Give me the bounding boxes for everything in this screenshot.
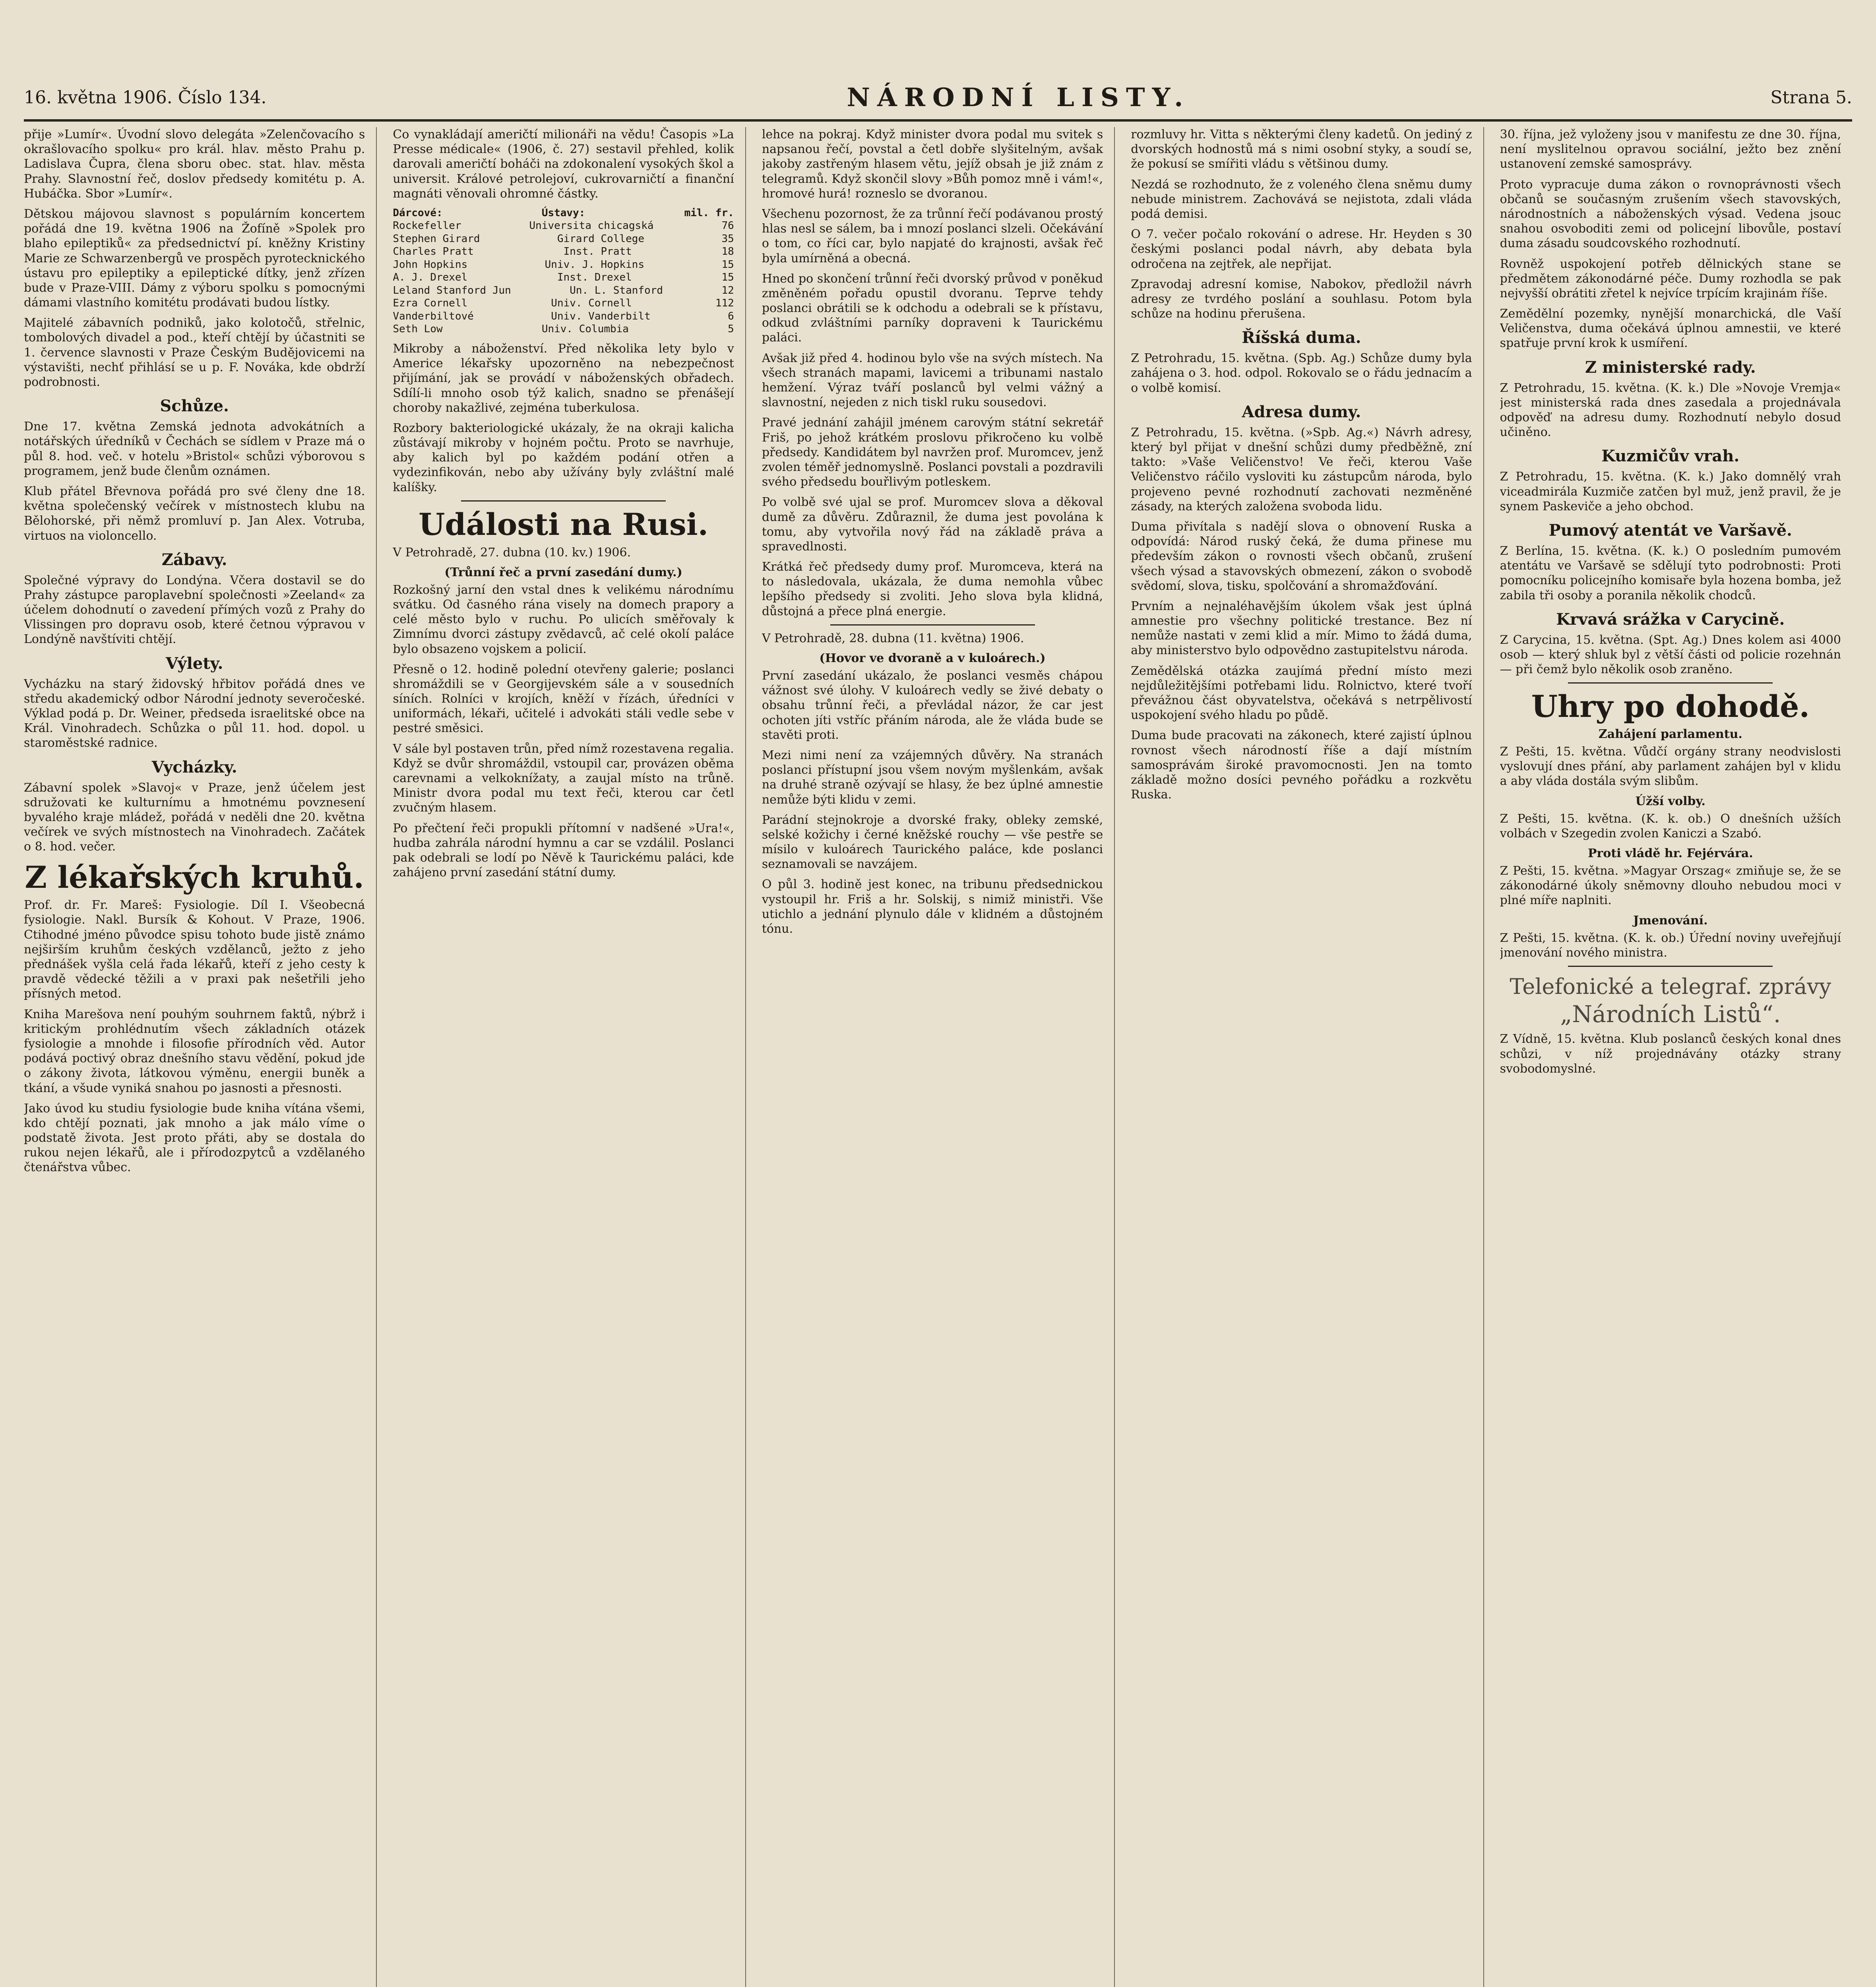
subheading: Proti vládě hr. Fejérvára. <box>1588 846 1753 860</box>
paragraph: Prvním a nejnaléhavějším úkolem však jest úplná amnestie pro všechny politické trestance. Bez ní nemůže nastati v zemi klid a mír. Mimo to žádá duma, aby ministerstvo bylo odpovědno zastupitelstvu národa. <box>1131 599 1472 658</box>
heading-zabavy: Zábavy. <box>161 550 227 569</box>
divider <box>1568 682 1773 684</box>
paragraph: Zpravodaj adresní komise, Nabokov, předložil návrh adresy ze tvrdého poslání a souhlasu. Potom byla schůze na hodinu přerušena. <box>1131 277 1472 321</box>
divider <box>830 624 1035 626</box>
column-4 <box>1131 127 1484 1987</box>
paragraph: O 7. večer počalo rokování o adrese. Hr. Heyden s 30 českými poslanci podal návrh, aby debata byla odročena na zejtřek, ale nepřijat. <box>1131 227 1472 271</box>
paragraph: Majitelé zábavních podniků, jako kolotočů, střelnic, tombolových divadel a pod., kteří chtějí by účastniti se 1. července slavnosti v Praze Českým Budějovicemi na výstavišti, nechť přihlásí se u p. F. Nováka, kde obdrží podrobnosti. <box>24 316 365 389</box>
heading-schuze: Schůze. <box>160 397 229 416</box>
telegraph-subtitle: „Národních Listů“. <box>1560 1001 1781 1028</box>
paragraph: Duma bude pracovati na zákonech, které zajistí úplnou rovnost všech národností říše a dají místním samosprávám široké pravomocnosti. Jen na tomto základě možno dosíci pevného pořádku a rozkvětu Ruska. <box>1131 728 1472 802</box>
paragraph: Parádní stejnokroje a dvorské fraky, obleky zemské, selské kožichy i černé kněžské rouchy — vše pestře se mísilo v kuloárech Taurického paláce, kde poslanci seznamovali se navzájem. <box>762 813 1103 871</box>
table-row: A. J. Drexel Inst. Drexel 15 <box>393 271 734 284</box>
paragraph: Z Petrohradu, 15. května. (»Spb. Ag.«) Návrh adresy, který byl přijat v dnešní schůzi dumy předběžně, zní takto: »Vaše Veličenstvo! Ve řeči, kterou Vaše Veličenstvo ráčilo vysloviti ku zástupcům národa, bylo projeveno pevné rozhodnutí zachovati nezměněné zásady, na kterých založena svoboda lidu. <box>1131 425 1472 513</box>
paragraph: Z Berlína, 15. května. (K. k.) O posledním pumovém atentátu ve Varšavě se sdělují tyto podrobnosti: Proti pomocníku policejního komisaře byla hozena bomba, jež zabila tři osoby a poranila několik chodců. <box>1500 544 1841 602</box>
subheading: Zahájení parlamentu. <box>1598 727 1742 742</box>
donors-table <box>393 207 734 336</box>
masthead-title: NÁRODNÍ LISTY. <box>847 82 1190 112</box>
masthead-rule <box>24 119 1852 122</box>
heading-ministr: Z ministerské rady. <box>1585 358 1756 377</box>
table-row: Ezra Cornell Univ. Cornell 112 <box>393 297 734 310</box>
paragraph: Dne 17. května Zemská jednota advokátních a notářských úředníků v Čechách se sídlem v Praze má o půl 8. hod. več. v hotelu »Bristol« schůzi výborovou s programem, jenž bude členům oznámen. <box>24 420 365 478</box>
column-5 <box>1500 127 1852 1987</box>
paragraph: Zemědělská otázka zaujímá přední místo mezi nejdůležitějšími potřebami lidu. Rolnictvo, které tvoří převážnou část obyvatelstva, očekává s netrpělivostí uspokojení svého hladu po půdě. <box>1131 664 1472 722</box>
section-title-lekarske: Z lékařských kruhů. <box>25 859 364 895</box>
paragraph: Rozkošný jarní den vstal dnes k velikému národnímu svátku. Od časného rána visely na domech prapory a celé město bylo v ruchu. Po ulicích směřovaly k Zimnímu dvorci zástupy zvědavců, ač celé okolí paláce bylo obsazeno vojskem a policií. <box>393 583 734 656</box>
heading-srazka: Krvavá srážka v Carycině. <box>1556 610 1785 629</box>
paragraph: Rovněž uspokojení potřeb dělnických stane se předmětem zákonodárné péče. Dumy rozhodla se pak nejvyšší obrátiti zřetel k nejvíce trpícím krajinám říše. <box>1500 257 1841 300</box>
paragraph: Z Petrohradu, 15. května. (K. k.) Jako domnělý vrah viceadmirála Kuzmiče zatčen byl muž, jenž pravil, že je synem Paskeviče a jeho obchod. <box>1500 470 1841 513</box>
paragraph: Z Pešti, 15. května. (K. k. ob.) O dnešních užších volbách v Szegedin zvolen Kaniczi a Szabó. <box>1500 811 1841 841</box>
subheading: Jmenování. <box>1633 913 1708 928</box>
paragraph: přije »Lumír«. Úvodní slovo delegáta »Zelenčovacího s okrašlovacího spolku« pro král. hlav. město Prahu p. Ladislava Čupra, člena sboru obec. stat. hlav. města Prahy. Slavnostní řeč, doslov předsedy komitétu p. A. Hubáčka. Sbor »Lumír«. <box>24 128 365 201</box>
paragraph: Proto vypracuje duma zákon o rovnoprávnosti všech občanů se současným zrušením všech stavovských, národnostních a náboženských výsad. Vedena jsouc snahou osvoboditi zemi od policejní libovůle, postaví duma zásadu soudcovského rozhodnutí. <box>1500 177 1841 251</box>
divider <box>1568 966 1773 967</box>
heading-vylety: Výlety. <box>166 654 223 673</box>
paragraph: První zasedání ukázalo, že poslanci vesměs chápou vážnost své úlohy. V kuloárech vedly se živé debaty o obsahu trůnní řeči, a převládal názor, že car jest ochoten jíti vstříc přáním národa, ale že vláda bude se stavěti proti. <box>762 669 1103 742</box>
paragraph: Dětskou májovou slavnost s populárním koncertem pořádá dne 19. května 1906 na Žofíně »Spolek pro blaho epileptiků« za předsednictví pí. kněžny Kristiny Marie ze Schwarzenbergů ve prospěch pyrotecknického ústavu pro epileptiky a epileptické dítky, jenž zřízen bude v Praze-VIII. Dámy z výboru spolku s pomocnými dámami vlastního komitétu prodávati budou lístky. <box>24 207 365 310</box>
table-row: Charles Pratt Inst. Pratt 18 <box>393 246 734 258</box>
column-1 <box>24 127 377 1987</box>
paragraph: Krátká řeč předsedy dumy prof. Muromceva, která na to následovala, ukázala, že duma nemohla vůbec lepšího předsedy si zvoliti. Jeho slova byla klidná, důstojná a přece plná energie. <box>762 560 1103 618</box>
subheading: Úžší volby. <box>1635 794 1705 808</box>
subheading: (Hovor ve dvoraně a v kuloárech.) <box>819 651 1046 665</box>
dateline: V Petrohradě, 28. dubna (11. května) 1906. <box>762 631 1024 645</box>
table-row: Vanderbiltové Univ. Vanderbilt 6 <box>393 310 734 322</box>
paragraph: Kniha Marešova není pouhým souhrnem faktů, nýbrž i kritickým prohlédnutím všech základních otázek fysiologie a mnohde i filosofie přírodních věd. Autor podává poctivý obraz dnešního stavu vědění, pokud jde o zákony života, látkovou výměnu, energii buněk a tkání, a všude vyniká snahou po jasnosti a přesnosti. <box>24 1007 365 1095</box>
paragraph: Vycházku na starý židovský hřbitov pořádá dnes ve středu akademický odbor Národní jednoty severočeské. Výklad podá p. Dr. Weiner, předseda israelitské obce na Král. Vinohradech. Schůzka o půl 11. hod. dopol. u staroměstské radnice. <box>24 677 365 750</box>
heading-kuzmic: Kuzmičův vrah. <box>1601 447 1740 466</box>
table-row: Seth Low Univ. Columbia 5 <box>393 323 734 335</box>
paragraph: Z Petrohradu, 15. května. (Spb. Ag.) Schůze dumy byla zahájena o 3. hod. odpol. Rokovalo se o řádu jednacím a o volbě komisí. <box>1131 351 1472 395</box>
paragraph: Z Pešti, 15. května. »Magyar Orszag« zmiňuje se, že se zákonodárné úkoly sněmovny dlouho nebudou moci v plné míře naplniti. <box>1500 864 1841 908</box>
paragraph: Zábavní spolek »Slavoj« v Praze, jenž účelem jest sdružovati ke kulturnímu a hmotnému povznesení byvalého kraje mládež, pořádá v neděli dne 20. května večírek ve svých místnostech na Vinohradech. Začátek o 8. hod. večer. <box>24 780 365 854</box>
paragraph: Prof. dr. Fr. Mareš: Fysiologie. Díl I. Všeobecná fysiologie. Nakl. Bursík & Kohout. V Praze, 1906. Ctihodné jméno původce spisu tohoto bude jistě známo nejširším kruhům českých vzdělanců, ježto z jeho přednášek vyšla celá řada lékařů, kteří z jeho cesty k pravdě vědecké těžili a v praxi pak nešetřili jeho přísných metod. <box>24 898 365 1001</box>
paragraph: Mikroby a náboženství. Před několika lety bylo v Americe lékařsky upozorněno na nebezpečnost přijímání, jak se provádí v náboženských obřadech. Sdílí-li mnoho osob týž kalich, snadno se přenášejí choroby nakažlivé, zejména tuberkulosa. <box>393 341 734 415</box>
table-row: Leland Stanford Jun Un. L. Stanford 12 <box>393 284 734 296</box>
dateline: V Petrohradě, 27. dubna (10. kv.) 1906. <box>393 545 631 560</box>
paragraph: Z Vídně, 15. května. Klub poslanců českých konal dnes schůzi, v níž projednávány otázky strany svobodomyslné. <box>1500 1032 1841 1076</box>
columns <box>24 127 1852 1987</box>
paragraph: Co vynakládají američtí milionáři na vědu! Časopis »La Presse médicale« (1906, č. 27) sestavil přehled, kolik darovali američtí boháči na zdokonalení vysokých škol a universit. Králové petrolejoví, cukrovarničtí a finanční magnáti věnovali ohromné částky. <box>393 128 734 201</box>
paragraph: Mezi nimi není za vzájemných důvěry. Na stranách poslanci přístupní jsou všem novým myšlenkám, avšak na druhé straně ozývají se hlasy, že bez úplné amnestie nemůže býti klidu v zemi. <box>762 748 1103 807</box>
paragraph: V sále byl postaven trůn, před nímž rozestavena regalia. Když se dvůr shromáždil, vstoupil car, provázen oběma carevnami a velkoknížaty, a zaujal místo na trůně. Ministr dvora podal mu text řeči, kterou car četl zvučným hlasem. <box>393 742 734 815</box>
table-row: John Hopkins Univ. J. Hopkins 15 <box>393 258 734 271</box>
paragraph: Všechenu pozornost, že za trůnní řečí podávanou prostý hlas nesl se sálem, ba i mnozí poslanci slzeli. Očekávání o tom, co říci car, bylo napjaté do krajnosti, avšak řeč byla umírněná a obecná. <box>762 207 1103 265</box>
heading-atentat: Pumový atentát ve Varšavě. <box>1548 521 1792 540</box>
heading-adresa: Adresa dumy. <box>1242 402 1361 421</box>
table-header: Dárcové: Ústavy: mil. fr. <box>393 207 734 219</box>
paragraph: Pravé jednání zahájil jménem carovým státní sekretář Friš, po jehož krátkém proslovu přikročeno ku volbě předsedy. Kandidátem byl navržen prof. Muromcev, jenž zvolen téměř jednomyslně. Poslanci povstali a pozdravili svého předsedu bouřlivým potleskem. <box>762 416 1103 489</box>
paragraph: Přesně o 12. hodině polední otevřeny galerie; poslanci shromáždili se v Georgijevském sále a v sousedních síních. Rolníci v krojích, kněží v řízách, úředníci v uniformách, lékaři, učitelé i advokáti stáli vedle sebe v pestré směsici. <box>393 662 734 736</box>
paragraph: Z Carycina, 15. května. (Spt. Ag.) Dnes kolem asi 4000 osob — který shluk byl z větší části od policie rozehnán — při čemž bylo několik osob zraněno. <box>1500 633 1841 677</box>
paragraph: Po volbě své ujal se prof. Muromcev slova a děkoval dumě za důvěru. Zdůraznil, že duma jest povolána k tomu, aby vytvořila nový řád na základě práva a spravedlnosti. <box>762 495 1103 554</box>
paragraph: Zemědělní pozemky, nynější monarchická, dle Vaší Veličenstva, duma očekává úplnou amnestii, ve které spatřuje první krok k usmíření. <box>1500 307 1841 351</box>
paragraph: rozmluvy hr. Vitta s některými členy kadetů. On jediný z dvorských hodnostů má s nimi osobní styky, a soudí se, že pokusí se smířiti vládu s většinou dumy. <box>1131 128 1472 171</box>
paragraph: Nezdá se rozhodnuto, že z voleného člena sněmu dumy nebude ministrem. Zachovává se nejistota, zdali vláda podá demisi. <box>1131 177 1472 221</box>
table-row: Rockefeller Universita chicagská 76 <box>393 220 734 232</box>
paragraph: Klub přátel Břevnova pořádá pro své členy dne 18. května společenský večírek v místnostech klubu na Bělohorské, při němž promluví p. Jan Alex. Votruba, virtuos na violoncello. <box>24 484 365 543</box>
paragraph: Hned po skončení trůnní řeči dvorský průvod v poněkud změněném pořadu opustil dvoranu. Teprve tehdy poslanci obrátili se k odchodu a odebrali se k přístavu, odkud zvláštními parníky dopraveni k Taurickému paláci. <box>762 271 1103 345</box>
paragraph: O půl 3. hodině jest konec, na tribunu předsednickou vystoupil hr. Friš a hr. Solskij, s nimiž ministři. Vše utichlo a jednání plynulo dále v klidném a důstojném tónu. <box>762 877 1103 936</box>
section-title-uhry: Uhry po dohodě. <box>1531 689 1810 724</box>
table-row: Stephen Girard Girard College 35 <box>393 232 734 245</box>
paragraph: lehce na pokraj. Když minister dvora podal mu svitek s napsanou řečí, povstal a četl dobře slyšitelným, avšak jakoby zastřeným hlasem větu, jejíž obsah je již znám z telegramů. Když skončil slovy »Bůh pomoz mně i vám!«, hromové hurá! rozneslo se dvoranou. <box>762 128 1103 201</box>
paragraph: Z Pešti, 15. května. Vůdčí orgány strany neodvislosti vyslovují dnes přání, aby parlament zahájen byl v klidu a aby vláda dostála svým slibům. <box>1500 745 1841 788</box>
masthead <box>24 79 1852 115</box>
paragraph: Společné výpravy do Londýna. Včera dostavil se do Prahy zástupce paroplavební společnosti »Zeeland« za účelem dohodnutí o zavedení přímých vozů z Prahy do Vlissingen pro dopravu osob, které četnou výpravou v Londýně navštíviti chtějí. <box>24 573 365 647</box>
paragraph: Rozbory bakteriologické ukázaly, že na okraji kalicha zůstávají mikroby v hojném počtu. Proto se navrhuje, aby kalich byl po každém podání otřen a vydezinfikován, nebo aby užívány byly zvláštní malé kalíšky. <box>393 421 734 494</box>
column-2 <box>393 127 746 1987</box>
heading-vychazky: Vycházky. <box>151 757 237 777</box>
section-title-rusi: Události na Rusi. <box>419 506 709 542</box>
masthead-page: Strana 5. <box>1770 87 1852 108</box>
paragraph: Duma přivítala s nadějí slova o obnovení Ruska a odpovídá: Národ ruský čeká, že duma přinese mu především zákon o rovnosti všech občanů, zrušení všech výsad a stavovských obmezení, zákon o svobodě svědomí, slova, tisku, spolčování a shromažďování. <box>1131 519 1472 593</box>
paragraph: Z Pešti, 15. května. (K. k. ob.) Úřední noviny uveřejňují jmenování nového ministra. <box>1500 931 1841 960</box>
column-3 <box>762 127 1115 1987</box>
subheading: (Trůnní řeč a první zasedání dumy.) <box>444 565 682 579</box>
divider <box>461 500 666 502</box>
paragraph: 30. října, jež vyloženy jsou v manifestu ze dne 30. října, není myslitelnou opravou sociální, ježto bez znění ustanovení zemské samosprávy. <box>1500 128 1841 171</box>
masthead-date: 16. května 1906. Číslo 134. <box>24 87 267 108</box>
telegraph-title: Telefonické a telegraf. zprávy <box>1510 974 1831 999</box>
heading-duma: Říšská duma. <box>1242 328 1361 347</box>
paragraph: Avšak již před 4. hodinou bylo vše na svých místech. Na všech stranách mapami, lavicemi a tribunami nastalo hemžení. Výraz tváří poslanců byl velmi vážný a slavnostní, nejeden z nich tiskl ruku sousedovi. <box>762 351 1103 410</box>
paragraph: Po přečtení řeči propukli přítomní v nadšené »Ura!«, hudba zahrála národní hymnu a car se vzdálil. Poslanci pak odebrali se lodí po Něvě k Taurickému paláci, kde zahájeno první zasedání státní dumy. <box>393 821 734 880</box>
paragraph: Z Petrohradu, 15. května. (K. k.) Dle »Novoje Vremja« jest ministerská rada dnes zasedala a projednávala odpověď na adresu dumy. Rozhodnutí nebylo dosud učiněno. <box>1500 381 1841 440</box>
paragraph: Jako úvod ku studiu fysiologie bude kniha vítána všemi, kdo chtějí poznati, jak mnoho a jak málo víme o podstatě života. Jest proto přáti, aby se dostala do rukou nejen lékařů, ale i přírodozpytců a vzdělaného čtenářstva vůbec. <box>24 1101 365 1175</box>
